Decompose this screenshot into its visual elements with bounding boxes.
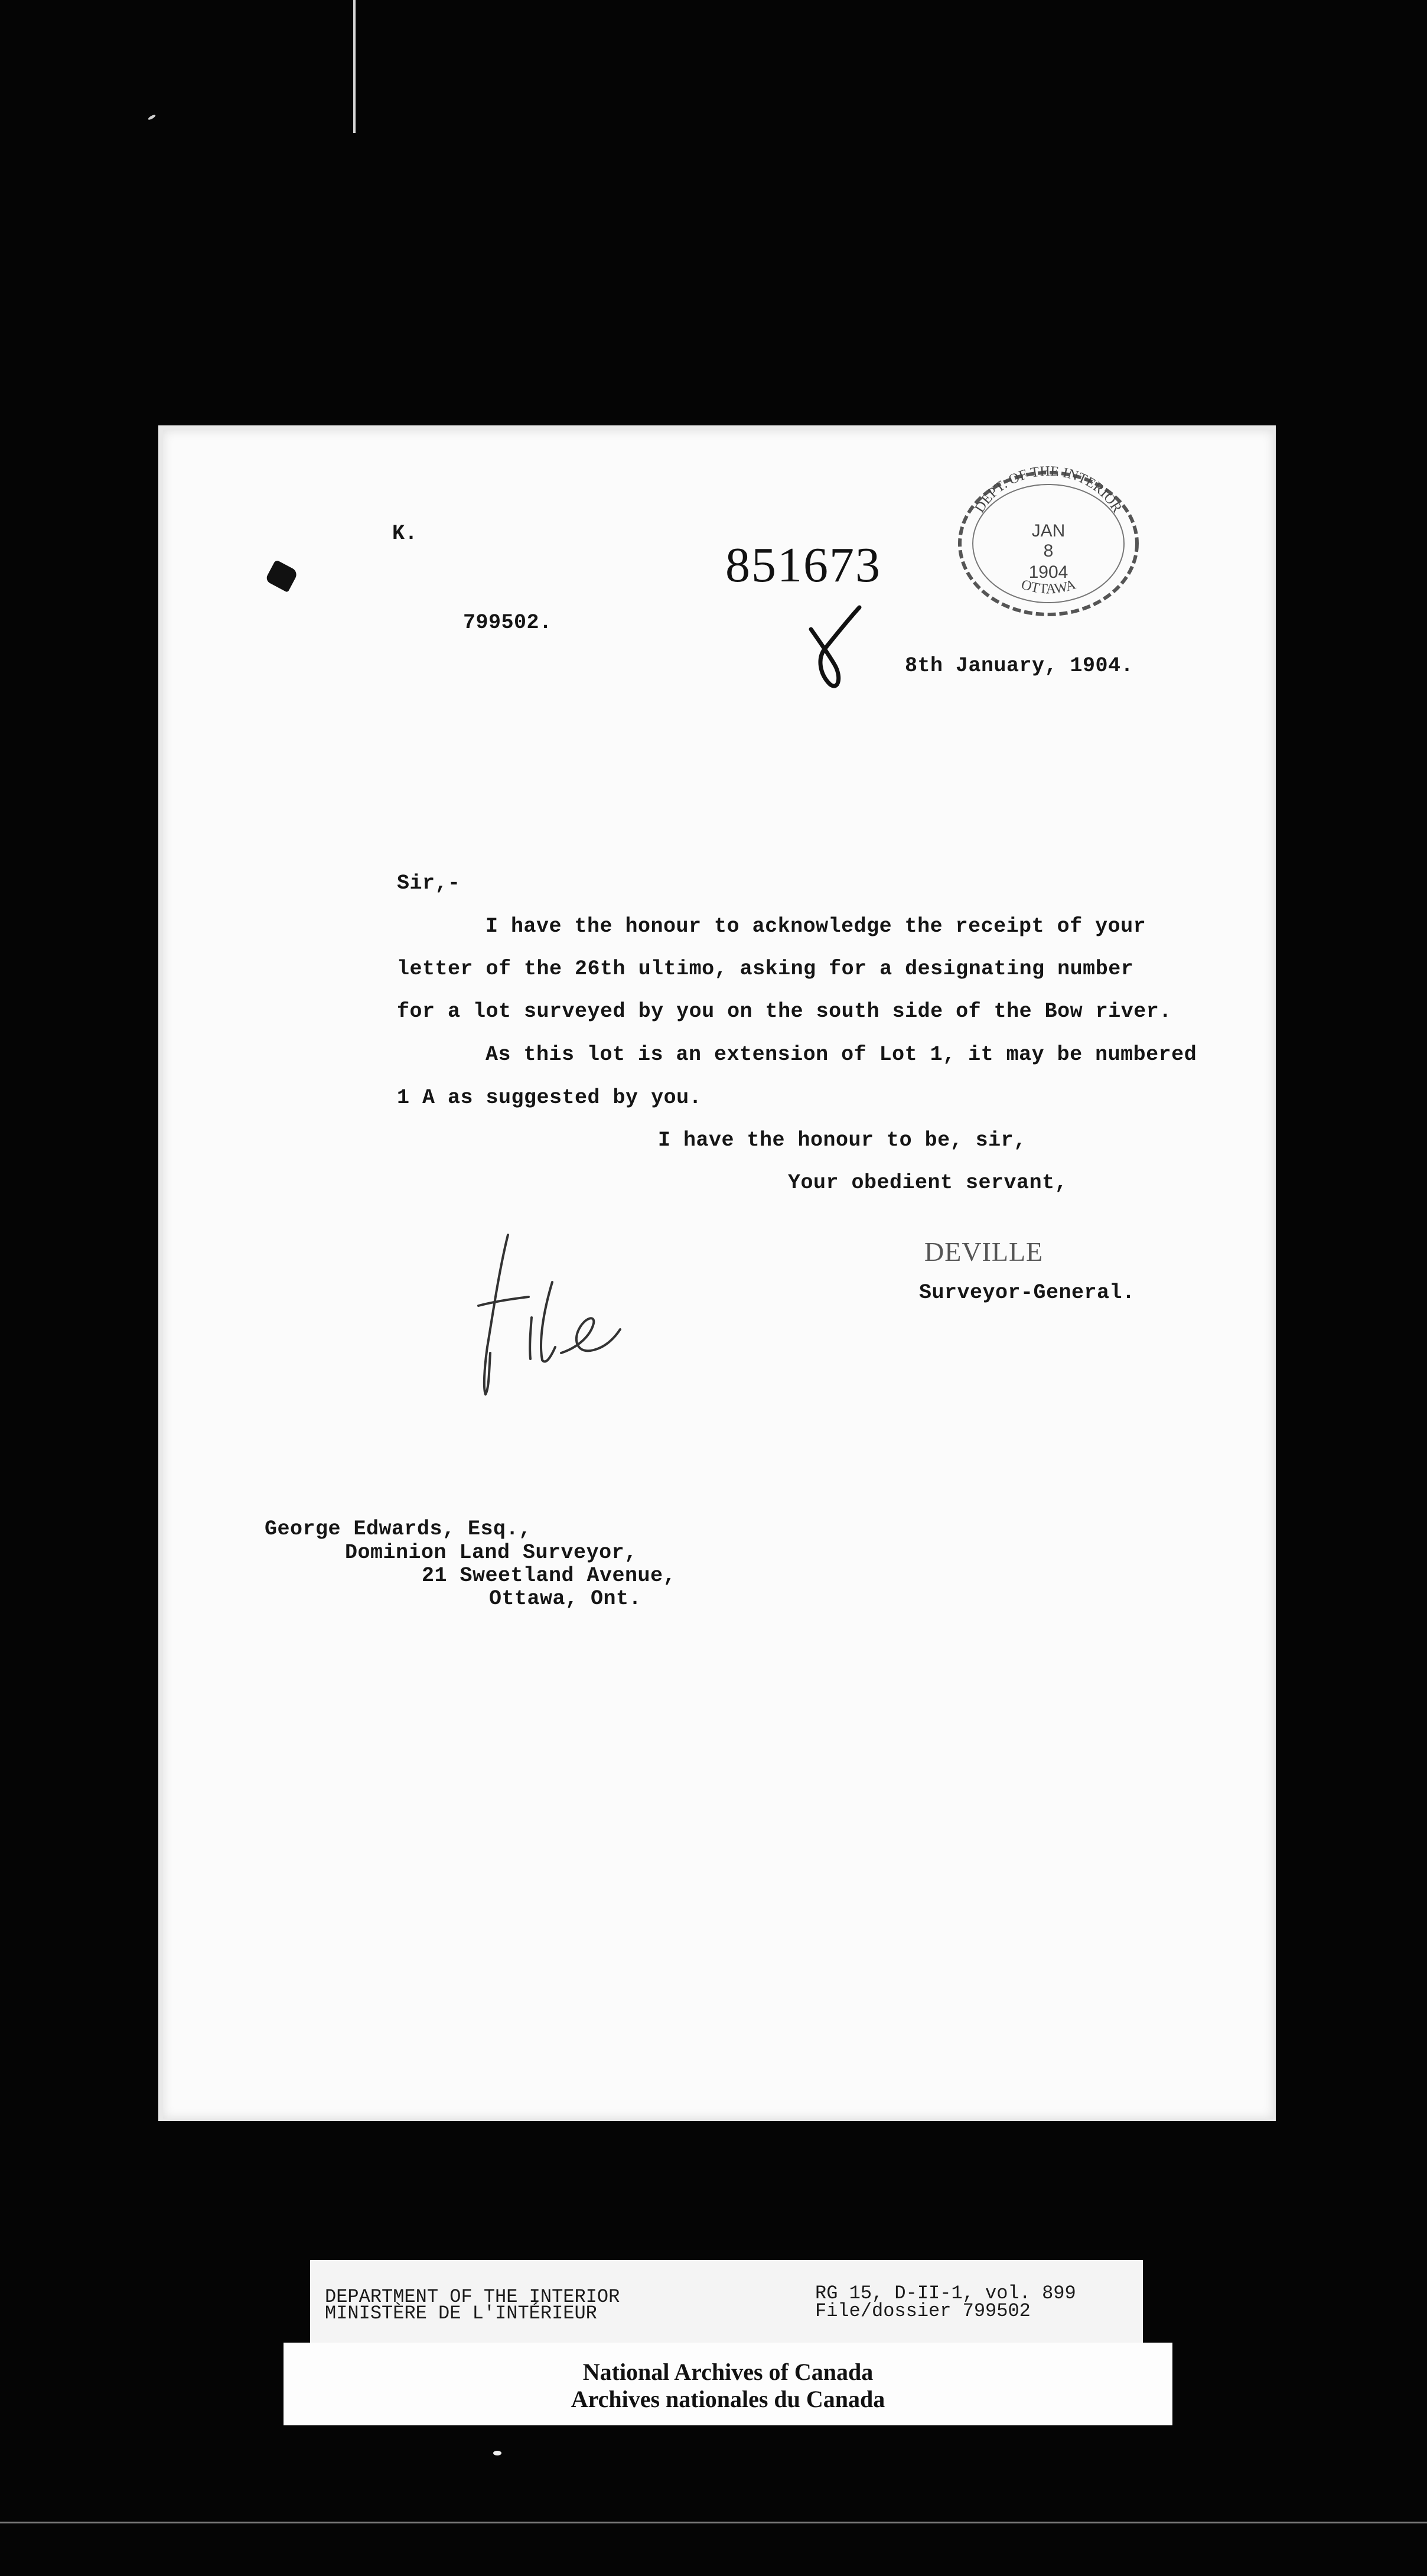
address-line: Ottawa, Ont.: [489, 1587, 642, 1611]
registry-number: 851673: [725, 538, 881, 593]
signature-stamp: DEVILLE: [924, 1237, 1044, 1267]
closing-line: Your obedient servant,: [788, 1171, 1068, 1195]
archive-reference-label: [310, 2260, 1143, 2343]
letter-date: 8th January, 1904.: [905, 654, 1134, 678]
letter-initial: K.: [392, 522, 418, 545]
scan-bottom-rule: [0, 2522, 1427, 2523]
scan-speck: [148, 114, 157, 121]
scan-edge-line: [353, 0, 356, 133]
closing-line: I have the honour to be, sir,: [658, 1128, 1027, 1152]
svg-text:DEPT. OF THE INTERIOR: DEPT. OF THE INTERIOR: [972, 463, 1125, 516]
label-dept-en: DEPARTMENT OF THE INTERIOR: [325, 2286, 620, 2308]
signatory-title: Surveyor-General.: [919, 1281, 1135, 1305]
archives-caption-fr: Archives nationales du Canada: [571, 2386, 885, 2412]
body-line: I have the honour to acknowledge the receipt of your: [486, 915, 1146, 938]
body-line: As this lot is an extension of Lot 1, it may be numbered: [486, 1043, 1197, 1066]
file-reference: 799502.: [463, 611, 552, 635]
stamp-year: 1904: [1028, 562, 1068, 582]
scan-speck: [493, 2451, 501, 2455]
body-line: letter of the 26th ultimo, asking for a designating number: [397, 957, 1134, 981]
archives-caption-en: National Archives of Canada: [582, 2359, 874, 2385]
body-line: for a lot surveyed by you on the south side of the Bow river.: [397, 1000, 1172, 1023]
salutation: Sir,-: [397, 871, 461, 895]
stamp-month: JAN: [1031, 521, 1066, 541]
letter-sheet: [163, 430, 1273, 2119]
received-date-stamp: [951, 461, 1146, 620]
body-line: 1 A as suggested by you.: [397, 1086, 702, 1110]
stamp-day: 8: [1043, 541, 1054, 561]
archives-caption-box: [284, 2343, 1172, 2425]
svg-text:OTTAWA: OTTAWA: [1019, 577, 1078, 597]
address-line: George Edwards, Esq.,: [265, 1517, 532, 1541]
handwritten-file-note: [473, 1223, 626, 1400]
label-dept-fr: MINISTÈRE DE L'INTÉRIEUR: [325, 2302, 597, 2324]
address-line: 21 Sweetland Avenue,: [422, 1564, 676, 1588]
address-line: Dominion Land Surveyor,: [345, 1541, 637, 1565]
label-file: File/dossier 799502: [815, 2300, 1031, 2322]
handwritten-x-mark: [806, 603, 871, 691]
label-reference: RG 15, D-II-1, vol. 899: [815, 2282, 1076, 2304]
